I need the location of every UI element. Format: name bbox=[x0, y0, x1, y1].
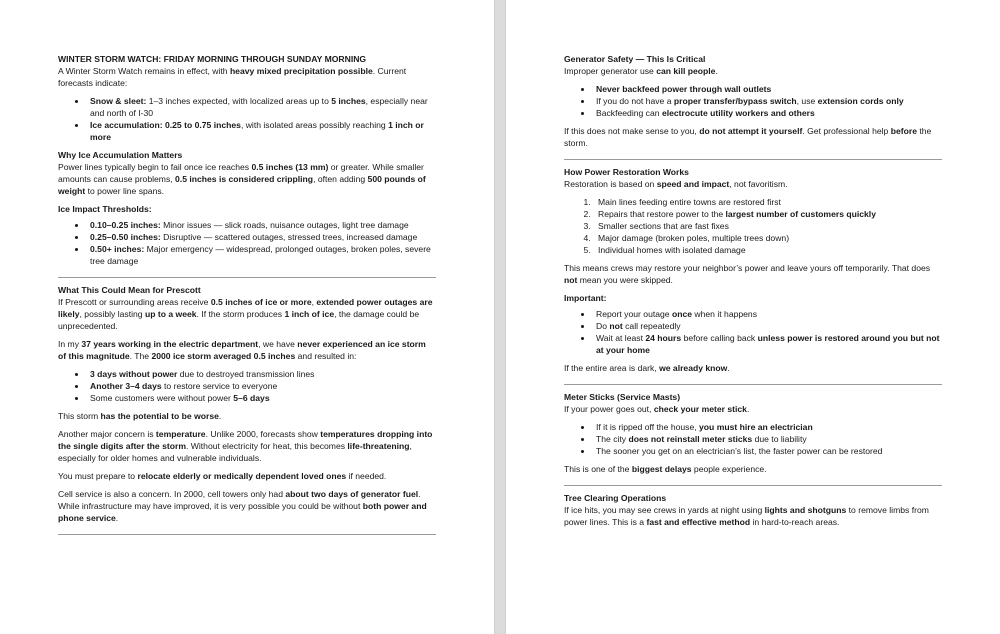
text-run: Another major concern is bbox=[58, 429, 156, 439]
section-meter-sticks bbox=[564, 391, 942, 475]
paragraph-generator-outro bbox=[564, 125, 942, 149]
bold-text: once bbox=[671, 309, 693, 319]
bold-text: lights and shotguns bbox=[764, 505, 847, 515]
text-run: mean you were skipped. bbox=[577, 275, 673, 285]
text-run: This means crews may restore your neighbor’s power and leave yours off temporarily. That does bbox=[564, 263, 931, 273]
list-item bbox=[87, 231, 436, 243]
paragraph-prescott-1 bbox=[58, 296, 436, 332]
bold-text: do not attempt it yourself bbox=[699, 126, 803, 136]
text-run: Main lines feeding entire towns are restored first bbox=[598, 197, 781, 207]
text-run: Individual homes with isolated damage bbox=[598, 245, 746, 255]
text-run: and resulted in: bbox=[295, 351, 357, 361]
heading-restoration: How Power Restoration Works bbox=[564, 167, 689, 177]
bold-text: extension cords only bbox=[817, 96, 904, 106]
text-run: before calling back bbox=[681, 333, 758, 343]
list-item bbox=[593, 208, 942, 220]
text-run: Improper generator use bbox=[564, 66, 657, 76]
text-run: call repeatedly bbox=[622, 321, 681, 331]
text-run: , with isolated areas possibly reaching bbox=[240, 120, 389, 130]
text-run: . bbox=[746, 404, 750, 414]
text-run: If your power goes out, bbox=[564, 404, 654, 414]
text-run: , the damage could be unprecedented. bbox=[58, 309, 420, 331]
text-run: . bbox=[115, 513, 119, 523]
paragraph-prescott-4 bbox=[58, 428, 436, 464]
bold-text: before bbox=[890, 126, 917, 136]
paragraph-prescott-2 bbox=[58, 338, 436, 362]
text-run: If you do not have a bbox=[596, 96, 674, 106]
bold-text: you must hire an electrician bbox=[699, 422, 813, 432]
document-page-right bbox=[506, 0, 1000, 634]
bold-text: not bbox=[564, 275, 578, 285]
bold-text: 1 inch or more bbox=[90, 120, 424, 142]
text-run: Cell service is also a concern. In 2000, cell towers only had bbox=[58, 489, 286, 499]
bold-text: 5 inches bbox=[331, 96, 366, 106]
bold-text: electrocute utility workers and others bbox=[661, 108, 815, 118]
text-run: Report your outage bbox=[596, 309, 672, 319]
paragraph-generator-intro bbox=[564, 65, 942, 77]
text-run: The sooner you get on an electrician’s list, the faster power can be restored bbox=[596, 446, 883, 456]
bold-text: 0.5 inches (13 mm) bbox=[251, 162, 329, 172]
section-divider bbox=[58, 277, 436, 278]
bold-text: 0.25–0.50 inches: bbox=[90, 232, 161, 242]
text-run: This is one of the bbox=[564, 464, 632, 474]
bold-text: speed and impact bbox=[656, 179, 730, 189]
text-run: If this does not make sense to you, bbox=[564, 126, 700, 136]
paragraph-restoration-1 bbox=[564, 262, 942, 286]
paragraph-prescott-3 bbox=[58, 410, 436, 422]
bold-text: check your meter stick bbox=[653, 404, 747, 414]
paragraph-prescott-6 bbox=[58, 488, 436, 524]
text-run: If the entire area is dark, bbox=[564, 363, 660, 373]
bold-text: proper transfer/bypass switch bbox=[673, 96, 797, 106]
bold-text: 500 pounds of weight bbox=[58, 174, 426, 196]
bold-text: extended power outages are likely bbox=[58, 297, 433, 319]
paragraph-restoration-intro bbox=[564, 178, 942, 190]
list-item bbox=[593, 220, 942, 232]
list-item bbox=[87, 380, 436, 392]
text-run: , often adding bbox=[313, 174, 368, 184]
text-run: to power line spans. bbox=[85, 186, 165, 196]
bold-text: never experienced an ice storm of this magnitude bbox=[58, 339, 426, 361]
section-generator bbox=[564, 53, 942, 149]
list-item bbox=[593, 445, 942, 457]
text-run: Restoration is based on bbox=[564, 179, 657, 189]
text-run: The city bbox=[596, 434, 629, 444]
text-run: . Current forecasts indicate: bbox=[58, 66, 407, 88]
text-run: , bbox=[311, 297, 317, 307]
text-run: Do bbox=[596, 321, 610, 331]
bold-text: relocate elderly or medically dependent loved ones bbox=[137, 471, 347, 481]
list-important bbox=[564, 308, 942, 356]
bold-text: about two days of generator fuel bbox=[285, 489, 419, 499]
bold-text: 37 years working in the electric department bbox=[81, 339, 259, 349]
list-forecast bbox=[58, 95, 436, 143]
heading-generator: Generator Safety — This Is Critical bbox=[564, 54, 706, 64]
text-run: In my bbox=[58, 339, 82, 349]
bold-text: can kill people bbox=[656, 66, 716, 76]
bold-text: 0.50+ inches: bbox=[90, 244, 145, 254]
heading-storm-watch: WINTER STORM WATCH: FRIDAY MORNING THROUGH SUNDAY MORNING bbox=[58, 54, 367, 64]
heading-ice-thresholds: Ice Impact Thresholds: bbox=[58, 204, 152, 214]
list-item bbox=[593, 244, 942, 256]
paragraph-meter-intro bbox=[564, 403, 942, 415]
text-run: Wait at least bbox=[596, 333, 646, 343]
list-item bbox=[593, 196, 942, 208]
text-run: , use bbox=[796, 96, 818, 106]
text-run: the storm. bbox=[564, 126, 932, 148]
text-run: You must prepare to bbox=[58, 471, 138, 481]
bold-text: 3 days without power bbox=[90, 369, 178, 379]
section-storm-watch bbox=[58, 53, 436, 143]
list-meter-sticks bbox=[564, 421, 942, 457]
bold-text: unless power is restored around you but not at your home bbox=[596, 333, 940, 355]
heading-prescott: What This Could Mean for Prescott bbox=[58, 285, 201, 295]
list-2000-storm bbox=[58, 368, 436, 404]
text-run: Smaller sections that are fast fixes bbox=[598, 221, 729, 231]
list-ice-thresholds bbox=[58, 219, 436, 267]
text-run: when it happens bbox=[692, 309, 758, 319]
text-run: . Unlike 2000, forecasts show bbox=[205, 429, 321, 439]
text-run: Major damage (broken poles, multiple trees down) bbox=[598, 233, 790, 243]
text-run: If ice hits, you may see crews in yards at night using bbox=[564, 505, 765, 515]
bold-text: 2000 ice storm averaged 0.5 inches bbox=[151, 351, 296, 361]
section-divider bbox=[564, 159, 942, 160]
section-divider bbox=[58, 534, 436, 535]
list-item bbox=[593, 232, 942, 244]
list-item bbox=[87, 119, 436, 143]
text-run: , especially near and north of I-30 bbox=[90, 96, 428, 118]
paragraph-ice-matters bbox=[58, 161, 436, 197]
paragraph-restoration-outro bbox=[564, 362, 942, 374]
bold-text: temperatures dropping into the single digits after the storm bbox=[58, 429, 433, 451]
list-restoration-steps bbox=[564, 196, 942, 256]
bold-text: up to a week bbox=[144, 309, 197, 319]
list-item bbox=[87, 95, 436, 119]
bold-text: Snow & sleet: bbox=[90, 96, 147, 106]
text-run: . bbox=[715, 66, 718, 76]
text-run: . While infrastructure may have improved, it is very possible you could be without bbox=[58, 489, 421, 511]
text-run: . bbox=[727, 363, 730, 373]
text-run: due to destroyed transmission lines bbox=[177, 369, 315, 379]
list-item bbox=[87, 368, 436, 380]
list-item bbox=[593, 320, 942, 332]
text-run: if needed. bbox=[346, 471, 387, 481]
bold-text: we already know bbox=[659, 363, 728, 373]
text-run: to restore service to everyone bbox=[161, 381, 278, 391]
text-run: , especially for older homes and vulnerable individuals. bbox=[58, 441, 412, 463]
bold-text: temperature bbox=[155, 429, 206, 439]
section-tree-clearing bbox=[564, 492, 942, 528]
page-gutter bbox=[494, 0, 506, 634]
list-item bbox=[593, 95, 942, 107]
text-run: If it is ripped off the house, bbox=[596, 422, 700, 432]
bold-text: biggest delays bbox=[631, 464, 692, 474]
list-item bbox=[593, 308, 942, 320]
text-run: . bbox=[218, 411, 222, 421]
bold-text: largest number of customers quickly bbox=[725, 209, 876, 219]
paragraph-prescott-5 bbox=[58, 470, 436, 482]
bold-text: 0.5 inches of ice or more bbox=[210, 297, 312, 307]
text-run: Power lines typically begin to fail once ice reaches bbox=[58, 162, 252, 172]
document-page-left bbox=[0, 0, 494, 634]
text-run: Some customers were without power bbox=[90, 393, 234, 403]
text-run: This storm bbox=[58, 411, 101, 421]
list-item bbox=[593, 332, 942, 356]
bold-text: Never backfeed power through wall outlets bbox=[596, 84, 772, 94]
text-run: Major emergency — widespread, prolonged outages, broken poles, severe tree damage bbox=[90, 244, 431, 266]
list-item bbox=[87, 392, 436, 404]
list-item bbox=[87, 243, 436, 267]
bold-text: 1 inch of ice bbox=[284, 309, 335, 319]
text-run: Repairs that restore power to the bbox=[598, 209, 726, 219]
bold-text: does not reinstall meter sticks bbox=[628, 434, 753, 444]
bold-text: Ice accumulation: 0.25 to 0.75 inches bbox=[90, 120, 241, 130]
paragraph-storm-intro bbox=[58, 65, 436, 89]
paragraph-meter-outro bbox=[564, 463, 942, 475]
text-run: . If the storm produces bbox=[196, 309, 285, 319]
text-run: A Winter Storm Watch remains in effect, with bbox=[58, 66, 230, 76]
text-run: , not favoritism. bbox=[729, 179, 788, 189]
text-run: due to liability bbox=[752, 434, 807, 444]
text-run: in hard-to-reach areas. bbox=[750, 517, 840, 527]
text-run: , we have bbox=[258, 339, 298, 349]
bold-text: heavy mixed precipitation possible bbox=[229, 66, 373, 76]
heading-meter-sticks: Meter Sticks (Service Masts) bbox=[564, 392, 681, 402]
list-item bbox=[593, 433, 942, 445]
section-divider bbox=[564, 384, 942, 385]
text-run: Minor issues — slick roads, nuisance outages, light tree damage bbox=[160, 220, 409, 230]
list-item bbox=[593, 107, 942, 119]
list-item bbox=[593, 83, 942, 95]
section-restoration bbox=[564, 166, 942, 374]
text-run: Disruptive — scattered outages, stressed trees, increased damage bbox=[160, 232, 418, 242]
bold-text: life-threatening bbox=[347, 441, 410, 451]
heading-important: Important: bbox=[564, 293, 607, 303]
list-item bbox=[593, 421, 942, 433]
section-ice-matters bbox=[58, 149, 436, 267]
bold-text: 0.5 inches is considered crippling bbox=[175, 174, 314, 184]
heading-tree-clearing: Tree Clearing Operations bbox=[564, 493, 667, 503]
text-run: people experience. bbox=[691, 464, 767, 474]
text-run: , possibly lasting bbox=[79, 309, 145, 319]
bold-text: has the potential to be worse bbox=[100, 411, 219, 421]
bold-text: fast and effective method bbox=[646, 517, 751, 527]
text-run: 1–3 inches expected, with localized areas up to bbox=[146, 96, 332, 106]
text-run: . Get professional help bbox=[802, 126, 891, 136]
bold-text: both power and phone service bbox=[58, 501, 427, 523]
paragraph-tree-clearing bbox=[564, 504, 942, 528]
bold-text: 24 hours bbox=[645, 333, 682, 343]
text-run: Backfeeding can bbox=[596, 108, 662, 118]
heading-ice-matters: Why Ice Accumulation Matters bbox=[58, 150, 183, 160]
bold-text: Another 3–4 days bbox=[90, 381, 162, 391]
section-prescott bbox=[58, 284, 436, 524]
text-run: to remove limbs from power lines. This is a bbox=[564, 505, 929, 527]
section-divider bbox=[564, 485, 942, 486]
text-run: . The bbox=[129, 351, 152, 361]
list-generator bbox=[564, 83, 942, 119]
bold-text: 0.10–0.25 inches: bbox=[90, 220, 161, 230]
list-item bbox=[87, 219, 436, 231]
text-run: If Prescott or surrounding areas receive bbox=[58, 297, 211, 307]
text-run: . Without electricity for heat, this becomes bbox=[185, 441, 348, 451]
bold-text: 5–6 days bbox=[233, 393, 270, 403]
bold-text: not bbox=[609, 321, 623, 331]
text-run: or greater. While smaller amounts can cause problems, bbox=[58, 162, 424, 184]
